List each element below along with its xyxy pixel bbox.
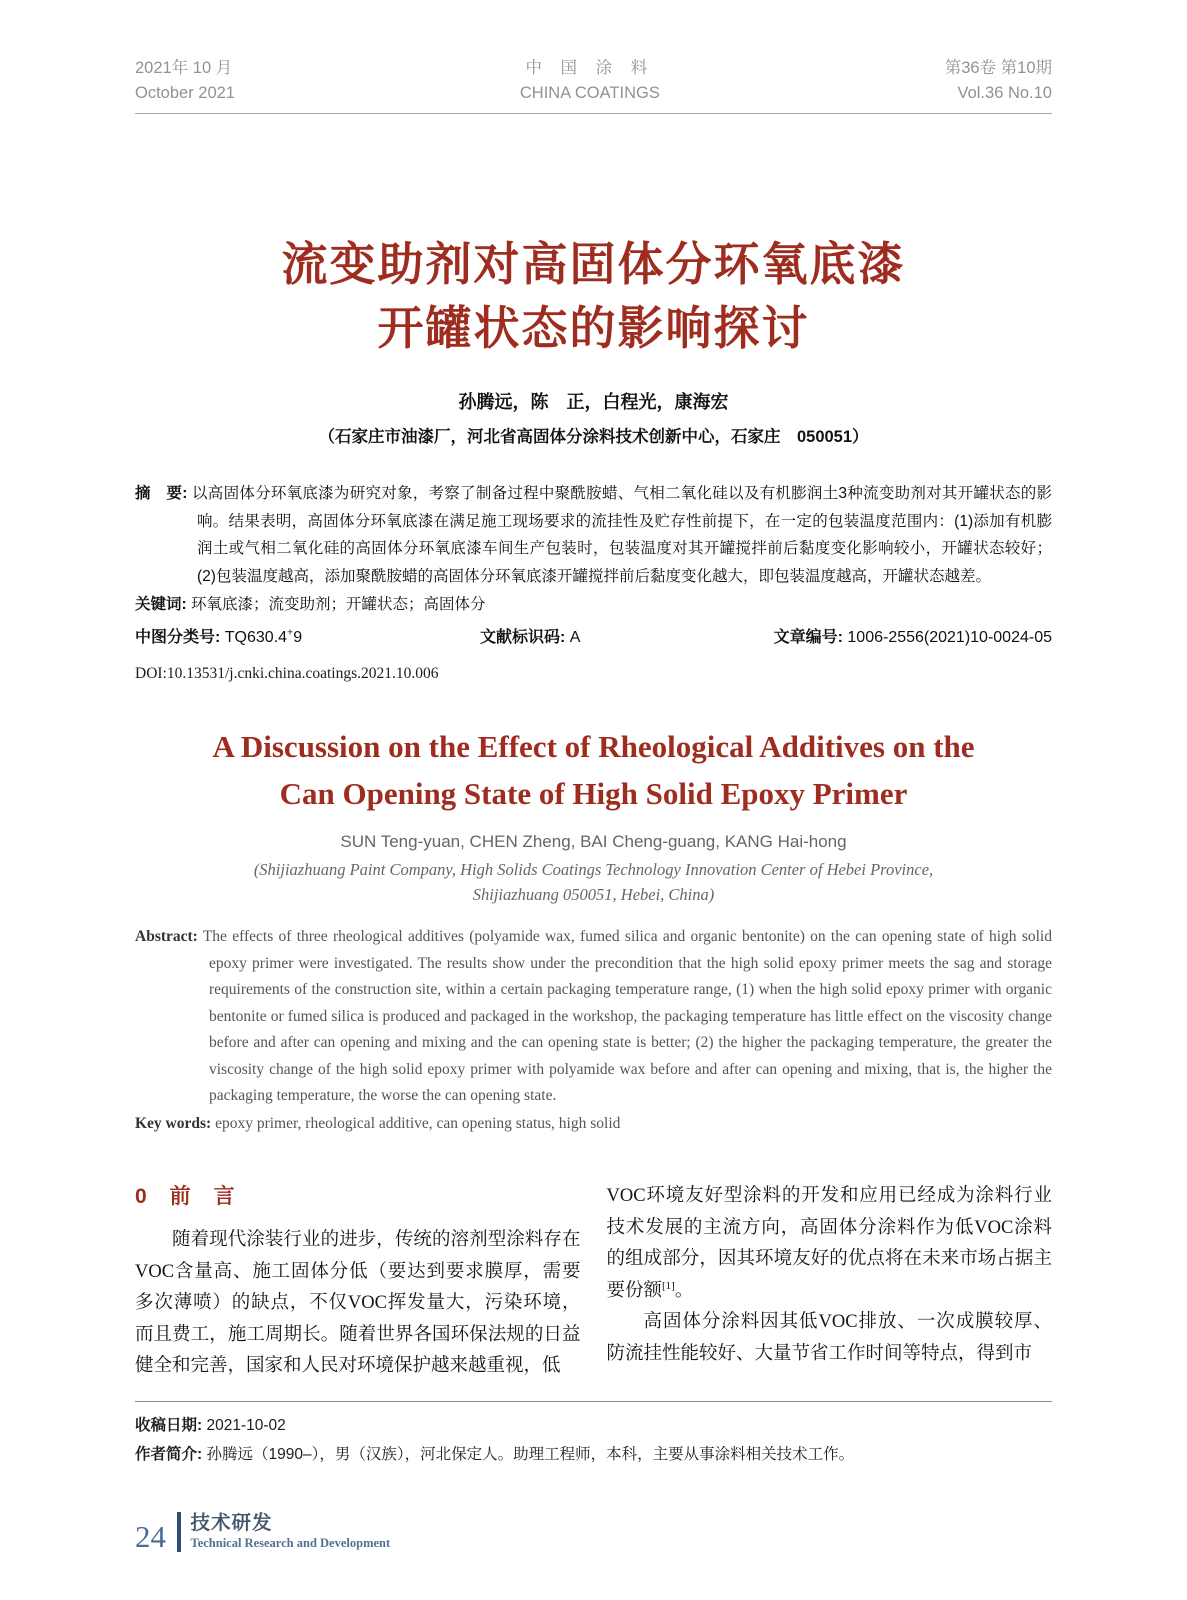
article-title-en-line1: A Discussion on the Effect of Rheological Additives on the bbox=[212, 729, 975, 764]
header-issue-date bbox=[135, 56, 235, 106]
intro-paragraph-1-continued: VOC环境友好型涂料的开发和应用已经成为涂料行业技术发展的主流方向，高固体分涂料作为低VOC涂料的组成部分，因其环境友好的优点将在未来市场占据主要份额[1]。 bbox=[606, 1186, 1052, 1301]
article-number: 文章编号: 1006-2556(2021)10-0024-05 bbox=[773, 628, 1052, 646]
volume-issue-en: Vol.36 No.10 bbox=[957, 84, 1052, 102]
document-code: 文献标识码: A bbox=[480, 628, 581, 646]
keywords-label-en: Key words: bbox=[135, 1114, 212, 1132]
abstract-label-en: Abstract: bbox=[135, 928, 198, 945]
keywords-label-cn: 关键词: bbox=[135, 596, 187, 613]
keywords-en bbox=[135, 1111, 1052, 1138]
authors-en: SUN Teng-yuan, CHEN Zheng, BAI Cheng-guang, KANG Hai-hong bbox=[340, 832, 847, 851]
reference-marker-1: [1] bbox=[662, 1279, 675, 1292]
affiliation-cn: （石家庄市油漆厂，河北省高固体分涂料技术创新中心，石家庄 050051） bbox=[318, 428, 869, 446]
issue-date-en: October 2021 bbox=[135, 84, 235, 102]
header-journal-name bbox=[520, 56, 660, 106]
intro-paragraph-2: 高固体分涂料因其低VOC排放、一次成膜较厚、防流挂性能较好、大量节省工作时间等特点，得到市 bbox=[606, 1312, 1052, 1364]
keywords-text-cn: 环氧底漆；流变助剂；开罐状态；高固体分 bbox=[190, 596, 486, 613]
footnote-author-bio: 作者简介: 孙腾远（1990–），男（汉族），河北保定人。助理工程师，本科，主要从事涂料相关技术工作。 bbox=[135, 1445, 855, 1463]
header-volume-issue bbox=[945, 56, 1052, 106]
intro-section bbox=[135, 1181, 1052, 1383]
intro-column-left bbox=[135, 1181, 581, 1383]
footer-section-cn: 技术研发 bbox=[190, 1512, 273, 1534]
clc-number: 中图分类号: TQ630.4+9 bbox=[135, 626, 303, 646]
doi: DOI:10.13531/j.cnki.china.coatings.2021.10.006 bbox=[135, 664, 439, 682]
article-title-en-line2: Can Opening State of High Solid Epoxy Primer bbox=[279, 776, 908, 811]
affiliation-en bbox=[135, 857, 1052, 907]
footnote-received: 收稿日期: 2021-10-02 bbox=[135, 1416, 286, 1434]
affiliation-en-line1: (Shijiazhuang Paint Company, High Solids Coatings Technology Innovation Center of Hebei Province, bbox=[253, 860, 934, 879]
page-number: 24 bbox=[135, 1519, 166, 1554]
abstract-text-cn: 以高固体分环氧底漆为研究对象，考察了制备过程中聚酰胺蜡、气相二氧化硅以及有机膨润土3种流变助剂对其开罐状态的影响。结果表明，高固体分环氧底漆在满足施工现场要求的流挂性及贮存性前提下，在一定的包装温度范围内：(1)添加有机膨润土或气相二氧化硅的高固体分环氧底漆车间生产包装时，包装温度对其开罐搅拌前后黏度变化影响较小，开罐状态较好；(2)包装温度越高，添加聚酰胺蜡的高固体分环氧底漆开罐搅拌前后黏度变化越大，即包装温度越高，开罐状态越差。 bbox=[192, 485, 1053, 585]
authors-cn: 孙腾远，陈 正，白程光，康海宏 bbox=[458, 392, 729, 412]
page-footer bbox=[135, 1512, 390, 1552]
intro-paragraph-1: 随着现代涂装行业的进步，传统的溶剂型涂料存在VOC含量高、施工固体分低（要达到要求膜厚，需要多次薄喷）的缺点，不仅VOC挥发量大，污染环境，而且费工，施工周期长。随着世界各国环保法规的日益健全和完善，国家和人民对环境保护越来越重视，低 bbox=[135, 1230, 581, 1376]
article-title-cn-line2: 开罐状态的影响探讨 bbox=[377, 302, 810, 354]
abstract-en bbox=[135, 924, 1052, 1110]
abstract-cn bbox=[135, 480, 1052, 590]
abstract-block-en bbox=[135, 924, 1052, 1137]
footnote-block bbox=[135, 1401, 1052, 1469]
volume-issue-cn: 第36卷 第10期 bbox=[944, 59, 1052, 77]
abstract-text-en: The effects of three rheological additives (polyamide wax, fumed silica and organic bentonite) on the can opening state of high solid epoxy primer were investigated. The results show under the precondition that the high solid epoxy primer meets the sag and storage requirements of the construction site, within a certain packaging temperature range, (1) when the high solid epoxy primer with organic bentonite or fumed silica is produced and packaged in the workshop, the packaging temperature has little effect on the viscosity change before and after can opening and mixing and the can opening state is better; (2) the higher the packaging temperature, the greater the viscosity change of the high solid epoxy primer with polyamide wax before and after can opening and mixing, that is, the higher the packaging temperature, the worse the can opening state. bbox=[202, 928, 1052, 1104]
keywords-text-en: epoxy primer, rheological additive, can opening status, high solid bbox=[215, 1114, 621, 1132]
footer-section-name bbox=[191, 1512, 391, 1552]
abstract-block-cn bbox=[135, 480, 1052, 687]
footer-divider-bar bbox=[177, 1512, 181, 1552]
keywords-cn bbox=[135, 591, 1052, 619]
journal-name-cn: 中 国 涂 料 bbox=[525, 59, 655, 77]
article-title-cn bbox=[135, 232, 1052, 360]
journal-name-en: CHINA COATINGS bbox=[519, 84, 660, 102]
journal-header bbox=[135, 56, 1052, 114]
abstract-label-cn: 摘 要: bbox=[135, 485, 188, 502]
clc-superscript: + bbox=[287, 626, 294, 639]
article-meta-row bbox=[135, 625, 1052, 651]
issue-date-cn: 2021年 10 月 bbox=[135, 59, 233, 77]
footer-section-en: Technical Research and Development bbox=[190, 1536, 391, 1550]
intro-heading: 0 前 言 bbox=[135, 1185, 236, 1208]
article-title-en bbox=[135, 723, 1052, 817]
article-title-cn-line1: 流变助剂对高固体分环氧底漆 bbox=[281, 238, 906, 290]
intro-column-right bbox=[607, 1181, 1053, 1383]
affiliation-en-line2: Shijiazhuang 050051, Hebei, China) bbox=[472, 885, 715, 904]
